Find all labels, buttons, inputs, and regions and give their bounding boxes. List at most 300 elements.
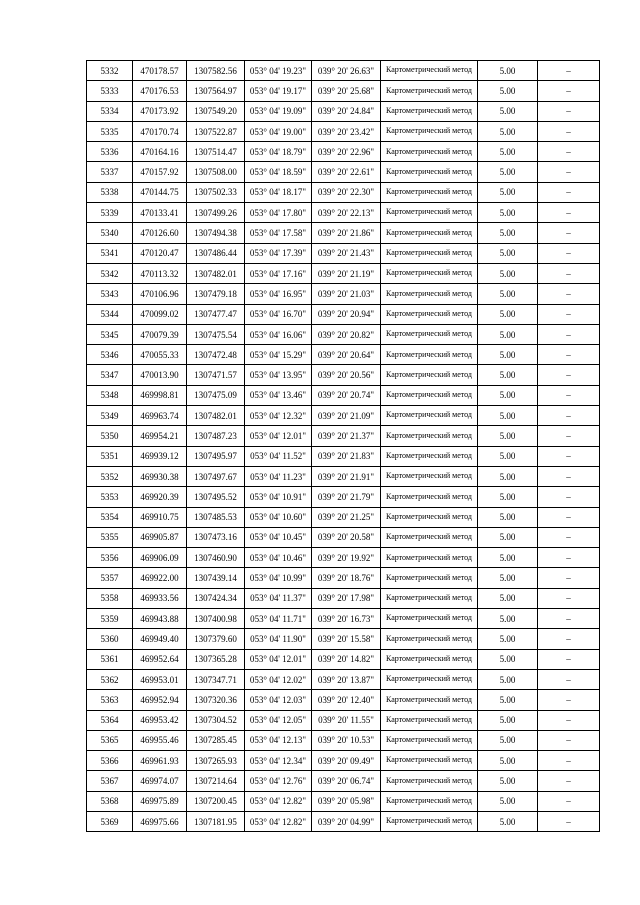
accuracy-cell: 5.00 [478,345,538,365]
y-coordinate-cell: 1307471.57 [187,365,245,385]
x-coordinate-cell: 469910.75 [133,507,187,527]
table-row [87,548,600,568]
accuracy-cell: 5.00 [478,446,538,466]
latitude-cell: 053° 04' 16.06" [245,324,312,344]
method-cell: Картометрический метод [381,223,478,243]
point-number-cell: 5368 [87,791,133,811]
table-row [87,101,600,121]
point-number-cell: 5346 [87,345,133,365]
table-row [87,710,600,730]
y-coordinate-cell: 1307200.45 [187,791,245,811]
accuracy-cell: 5.00 [478,365,538,385]
x-coordinate-cell: 470170.74 [133,121,187,141]
table-row [87,811,600,831]
latitude-cell: 053° 04' 19.23" [245,61,312,81]
longitude-cell: 039° 20' 15.58" [312,629,381,649]
x-coordinate-cell: 469963.74 [133,406,187,426]
point-number-cell: 5358 [87,588,133,608]
accuracy-cell: 5.00 [478,548,538,568]
x-coordinate-cell: 470106.96 [133,284,187,304]
y-coordinate-cell: 1307181.95 [187,811,245,831]
point-number-cell: 5337 [87,162,133,182]
point-number-cell: 5360 [87,629,133,649]
note-cell: – [538,304,600,324]
table-row [87,669,600,689]
latitude-cell: 053° 04' 12.01" [245,649,312,669]
x-coordinate-cell: 469939.12 [133,446,187,466]
method-cell: Картометрический метод [381,669,478,689]
latitude-cell: 053° 04' 11.90" [245,629,312,649]
point-number-cell: 5356 [87,548,133,568]
x-coordinate-cell: 470113.32 [133,263,187,283]
table-row [87,406,600,426]
x-coordinate-cell: 469998.81 [133,385,187,405]
note-cell: – [538,690,600,710]
point-number-cell: 5369 [87,811,133,831]
method-cell: Картометрический метод [381,426,478,446]
x-coordinate-cell: 469974.07 [133,771,187,791]
note-cell: – [538,385,600,405]
y-coordinate-cell: 1307477.47 [187,304,245,324]
x-coordinate-cell: 470055.33 [133,345,187,365]
x-coordinate-cell: 470178.57 [133,61,187,81]
table-row [87,527,600,547]
method-cell: Картометрический метод [381,263,478,283]
accuracy-cell: 5.00 [478,527,538,547]
latitude-cell: 053° 04' 18.17" [245,182,312,202]
point-number-cell: 5334 [87,101,133,121]
method-cell: Картометрический метод [381,101,478,121]
longitude-cell: 039° 20' 26.63" [312,61,381,81]
table-row [87,263,600,283]
longitude-cell: 039° 20' 21.09" [312,406,381,426]
accuracy-cell: 5.00 [478,466,538,486]
x-coordinate-cell: 469952.64 [133,649,187,669]
point-number-cell: 5352 [87,466,133,486]
point-number-cell: 5364 [87,710,133,730]
table-row [87,690,600,710]
note-cell: – [538,568,600,588]
point-number-cell: 5361 [87,649,133,669]
x-coordinate-cell: 470173.92 [133,101,187,121]
point-number-cell: 5351 [87,446,133,466]
accuracy-cell: 5.00 [478,61,538,81]
point-number-cell: 5336 [87,142,133,162]
y-coordinate-cell: 1307460.90 [187,548,245,568]
x-coordinate-cell: 470144.75 [133,182,187,202]
x-coordinate-cell: 470099.02 [133,304,187,324]
table-row [87,324,600,344]
table-row [87,365,600,385]
latitude-cell: 053° 04' 11.52" [245,446,312,466]
latitude-cell: 053° 04' 10.45" [245,527,312,547]
note-cell: – [538,609,600,629]
method-cell: Картометрический метод [381,487,478,507]
accuracy-cell: 5.00 [478,324,538,344]
x-coordinate-cell: 470133.41 [133,203,187,223]
x-coordinate-cell: 470164.16 [133,142,187,162]
latitude-cell: 053° 04' 10.99" [245,568,312,588]
latitude-cell: 053° 04' 11.71" [245,609,312,629]
accuracy-cell: 5.00 [478,811,538,831]
note-cell: – [538,669,600,689]
method-cell: Картометрический метод [381,284,478,304]
note-cell: – [538,243,600,263]
latitude-cell: 053° 04' 16.95" [245,284,312,304]
table-row [87,385,600,405]
x-coordinate-cell: 469906.09 [133,548,187,568]
longitude-cell: 039° 20' 06.74" [312,771,381,791]
latitude-cell: 053° 04' 11.37" [245,588,312,608]
table-row [87,284,600,304]
y-coordinate-cell: 1307495.52 [187,487,245,507]
note-cell: – [538,406,600,426]
x-coordinate-cell: 469975.66 [133,811,187,831]
y-coordinate-cell: 1307486.44 [187,243,245,263]
y-coordinate-cell: 1307482.01 [187,406,245,426]
point-number-cell: 5366 [87,751,133,771]
latitude-cell: 053° 04' 16.70" [245,304,312,324]
longitude-cell: 039° 20' 22.30" [312,182,381,202]
method-cell: Картометрический метод [381,811,478,831]
longitude-cell: 039° 20' 18.76" [312,568,381,588]
method-cell: Картометрический метод [381,568,478,588]
y-coordinate-cell: 1307320.36 [187,690,245,710]
latitude-cell: 053° 04' 12.13" [245,730,312,750]
longitude-cell: 039° 20' 11.55" [312,710,381,730]
note-cell: – [538,263,600,283]
x-coordinate-cell: 470120.47 [133,243,187,263]
method-cell: Картометрический метод [381,446,478,466]
table-row [87,223,600,243]
y-coordinate-cell: 1307485.53 [187,507,245,527]
accuracy-cell: 5.00 [478,203,538,223]
method-cell: Картометрический метод [381,710,478,730]
longitude-cell: 039° 20' 23.42" [312,121,381,141]
y-coordinate-cell: 1307482.01 [187,263,245,283]
longitude-cell: 039° 20' 25.68" [312,81,381,101]
accuracy-cell: 5.00 [478,426,538,446]
accuracy-cell: 5.00 [478,121,538,141]
method-cell: Картометрический метод [381,649,478,669]
accuracy-cell: 5.00 [478,588,538,608]
method-cell: Картометрический метод [381,203,478,223]
accuracy-cell: 5.00 [478,669,538,689]
note-cell: – [538,507,600,527]
x-coordinate-cell: 470126.60 [133,223,187,243]
method-cell: Картометрический метод [381,690,478,710]
table-row [87,162,600,182]
note-cell: – [538,324,600,344]
longitude-cell: 039° 20' 22.96" [312,142,381,162]
y-coordinate-cell: 1307472.48 [187,345,245,365]
point-number-cell: 5333 [87,81,133,101]
longitude-cell: 039° 20' 16.73" [312,609,381,629]
method-cell: Картометрический метод [381,365,478,385]
y-coordinate-cell: 1307473.16 [187,527,245,547]
table-row [87,182,600,202]
note-cell: – [538,751,600,771]
y-coordinate-cell: 1307475.54 [187,324,245,344]
method-cell: Картометрический метод [381,182,478,202]
y-coordinate-cell: 1307439.14 [187,568,245,588]
accuracy-cell: 5.00 [478,223,538,243]
y-coordinate-cell: 1307564.97 [187,81,245,101]
note-cell: – [538,730,600,750]
table-row [87,345,600,365]
accuracy-cell: 5.00 [478,791,538,811]
longitude-cell: 039° 20' 20.74" [312,385,381,405]
accuracy-cell: 5.00 [478,263,538,283]
note-cell: – [538,771,600,791]
x-coordinate-cell: 469949.40 [133,629,187,649]
longitude-cell: 039° 20' 14.82" [312,649,381,669]
point-number-cell: 5343 [87,284,133,304]
y-coordinate-cell: 1307549.20 [187,101,245,121]
x-coordinate-cell: 469953.42 [133,710,187,730]
table-row [87,142,600,162]
y-coordinate-cell: 1307475.09 [187,385,245,405]
method-cell: Картометрический метод [381,406,478,426]
longitude-cell: 039° 20' 21.25" [312,507,381,527]
longitude-cell: 039° 20' 20.58" [312,527,381,547]
accuracy-cell: 5.00 [478,243,538,263]
point-number-cell: 5359 [87,609,133,629]
note-cell: – [538,365,600,385]
method-cell: Картометрический метод [381,304,478,324]
latitude-cell: 053° 04' 13.46" [245,385,312,405]
x-coordinate-cell: 469952.94 [133,690,187,710]
method-cell: Картометрический метод [381,324,478,344]
note-cell: – [538,487,600,507]
point-number-cell: 5350 [87,426,133,446]
note-cell: – [538,101,600,121]
point-number-cell: 5353 [87,487,133,507]
note-cell: – [538,284,600,304]
longitude-cell: 039° 20' 22.61" [312,162,381,182]
note-cell: – [538,182,600,202]
latitude-cell: 053° 04' 12.82" [245,791,312,811]
longitude-cell: 039° 20' 20.82" [312,324,381,344]
latitude-cell: 053° 04' 17.16" [245,263,312,283]
latitude-cell: 053° 04' 17.80" [245,203,312,223]
latitude-cell: 053° 04' 12.02" [245,669,312,689]
latitude-cell: 053° 04' 12.82" [245,811,312,831]
method-cell: Картометрический метод [381,527,478,547]
note-cell: – [538,649,600,669]
point-number-cell: 5365 [87,730,133,750]
longitude-cell: 039° 20' 20.94" [312,304,381,324]
x-coordinate-cell: 469930.38 [133,466,187,486]
method-cell: Картометрический метод [381,142,478,162]
table-row [87,507,600,527]
y-coordinate-cell: 1307487.23 [187,426,245,446]
x-coordinate-cell: 470176.53 [133,81,187,101]
latitude-cell: 053° 04' 10.60" [245,507,312,527]
point-number-cell: 5349 [87,406,133,426]
latitude-cell: 053° 04' 17.58" [245,223,312,243]
longitude-cell: 039° 20' 22.13" [312,203,381,223]
accuracy-cell: 5.00 [478,730,538,750]
accuracy-cell: 5.00 [478,182,538,202]
table-row [87,588,600,608]
note-cell: – [538,466,600,486]
method-cell: Картометрический метод [381,466,478,486]
method-cell: Картометрический метод [381,771,478,791]
longitude-cell: 039° 20' 21.03" [312,284,381,304]
accuracy-cell: 5.00 [478,568,538,588]
x-coordinate-cell: 470079.39 [133,324,187,344]
longitude-cell: 039° 20' 21.19" [312,263,381,283]
table-row [87,304,600,324]
accuracy-cell: 5.00 [478,751,538,771]
note-cell: – [538,203,600,223]
accuracy-cell: 5.00 [478,771,538,791]
accuracy-cell: 5.00 [478,649,538,669]
method-cell: Картометрический метод [381,507,478,527]
latitude-cell: 053° 04' 19.00" [245,121,312,141]
table-row [87,121,600,141]
table-row [87,751,600,771]
point-number-cell: 5332 [87,61,133,81]
table-row [87,243,600,263]
x-coordinate-cell: 469933.56 [133,588,187,608]
point-number-cell: 5363 [87,690,133,710]
y-coordinate-cell: 1307508.00 [187,162,245,182]
point-number-cell: 5345 [87,324,133,344]
latitude-cell: 053° 04' 12.01" [245,426,312,446]
y-coordinate-cell: 1307582.56 [187,61,245,81]
point-number-cell: 5362 [87,669,133,689]
accuracy-cell: 5.00 [478,385,538,405]
accuracy-cell: 5.00 [478,406,538,426]
note-cell: – [538,345,600,365]
note-cell: – [538,548,600,568]
longitude-cell: 039° 20' 21.91" [312,466,381,486]
table-row [87,203,600,223]
table-row [87,771,600,791]
x-coordinate-cell: 469922.00 [133,568,187,588]
note-cell: – [538,811,600,831]
latitude-cell: 053° 04' 12.76" [245,771,312,791]
note-cell: – [538,61,600,81]
longitude-cell: 039° 20' 21.83" [312,446,381,466]
table-row [87,730,600,750]
accuracy-cell: 5.00 [478,142,538,162]
longitude-cell: 039° 20' 04.99" [312,811,381,831]
table-row [87,487,600,507]
longitude-cell: 039° 20' 05.98" [312,791,381,811]
point-number-cell: 5344 [87,304,133,324]
table-body [87,61,600,832]
y-coordinate-cell: 1307514.47 [187,142,245,162]
latitude-cell: 053° 04' 12.32" [245,406,312,426]
table-row [87,568,600,588]
y-coordinate-cell: 1307495.97 [187,446,245,466]
accuracy-cell: 5.00 [478,284,538,304]
x-coordinate-cell: 469954.21 [133,426,187,446]
y-coordinate-cell: 1307499.26 [187,203,245,223]
y-coordinate-cell: 1307502.33 [187,182,245,202]
latitude-cell: 053° 04' 12.05" [245,710,312,730]
point-number-cell: 5357 [87,568,133,588]
x-coordinate-cell: 469961.93 [133,751,187,771]
table-row [87,629,600,649]
latitude-cell: 053° 04' 10.91" [245,487,312,507]
note-cell: – [538,629,600,649]
longitude-cell: 039° 20' 09.49" [312,751,381,771]
method-cell: Картометрический метод [381,81,478,101]
method-cell: Картометрический метод [381,121,478,141]
accuracy-cell: 5.00 [478,629,538,649]
y-coordinate-cell: 1307479.18 [187,284,245,304]
method-cell: Картометрический метод [381,162,478,182]
point-number-cell: 5348 [87,385,133,405]
longitude-cell: 039° 20' 10.53" [312,730,381,750]
method-cell: Картометрический метод [381,791,478,811]
table-row [87,791,600,811]
latitude-cell: 053° 04' 11.23" [245,466,312,486]
latitude-cell: 053° 04' 15.29" [245,345,312,365]
latitude-cell: 053° 04' 19.17" [245,81,312,101]
note-cell: – [538,121,600,141]
y-coordinate-cell: 1307285.45 [187,730,245,750]
latitude-cell: 053° 04' 17.39" [245,243,312,263]
point-number-cell: 5339 [87,203,133,223]
x-coordinate-cell: 469953.01 [133,669,187,689]
latitude-cell: 053° 04' 13.95" [245,365,312,385]
accuracy-cell: 5.00 [478,609,538,629]
longitude-cell: 039° 20' 13.87" [312,669,381,689]
note-cell: – [538,791,600,811]
accuracy-cell: 5.00 [478,101,538,121]
note-cell: – [538,223,600,243]
accuracy-cell: 5.00 [478,81,538,101]
point-number-cell: 5342 [87,263,133,283]
longitude-cell: 039° 20' 19.92" [312,548,381,568]
method-cell: Картометрический метод [381,629,478,649]
longitude-cell: 039° 20' 20.64" [312,345,381,365]
table-row [87,426,600,446]
x-coordinate-cell: 469905.87 [133,527,187,547]
table-row [87,466,600,486]
table-row [87,81,600,101]
point-number-cell: 5338 [87,182,133,202]
latitude-cell: 053° 04' 12.03" [245,690,312,710]
method-cell: Картометрический метод [381,243,478,263]
longitude-cell: 039° 20' 21.37" [312,426,381,446]
note-cell: – [538,527,600,547]
note-cell: – [538,710,600,730]
note-cell: – [538,446,600,466]
point-number-cell: 5367 [87,771,133,791]
longitude-cell: 039° 20' 24.84" [312,101,381,121]
point-number-cell: 5341 [87,243,133,263]
latitude-cell: 053° 04' 18.79" [245,142,312,162]
y-coordinate-cell: 1307424.34 [187,588,245,608]
table-row [87,649,600,669]
accuracy-cell: 5.00 [478,304,538,324]
accuracy-cell: 5.00 [478,487,538,507]
y-coordinate-cell: 1307265.93 [187,751,245,771]
x-coordinate-cell: 470157.92 [133,162,187,182]
y-coordinate-cell: 1307379.60 [187,629,245,649]
latitude-cell: 053° 04' 19.09" [245,101,312,121]
longitude-cell: 039° 20' 21.79" [312,487,381,507]
point-number-cell: 5347 [87,365,133,385]
table-row [87,446,600,466]
y-coordinate-cell: 1307304.52 [187,710,245,730]
